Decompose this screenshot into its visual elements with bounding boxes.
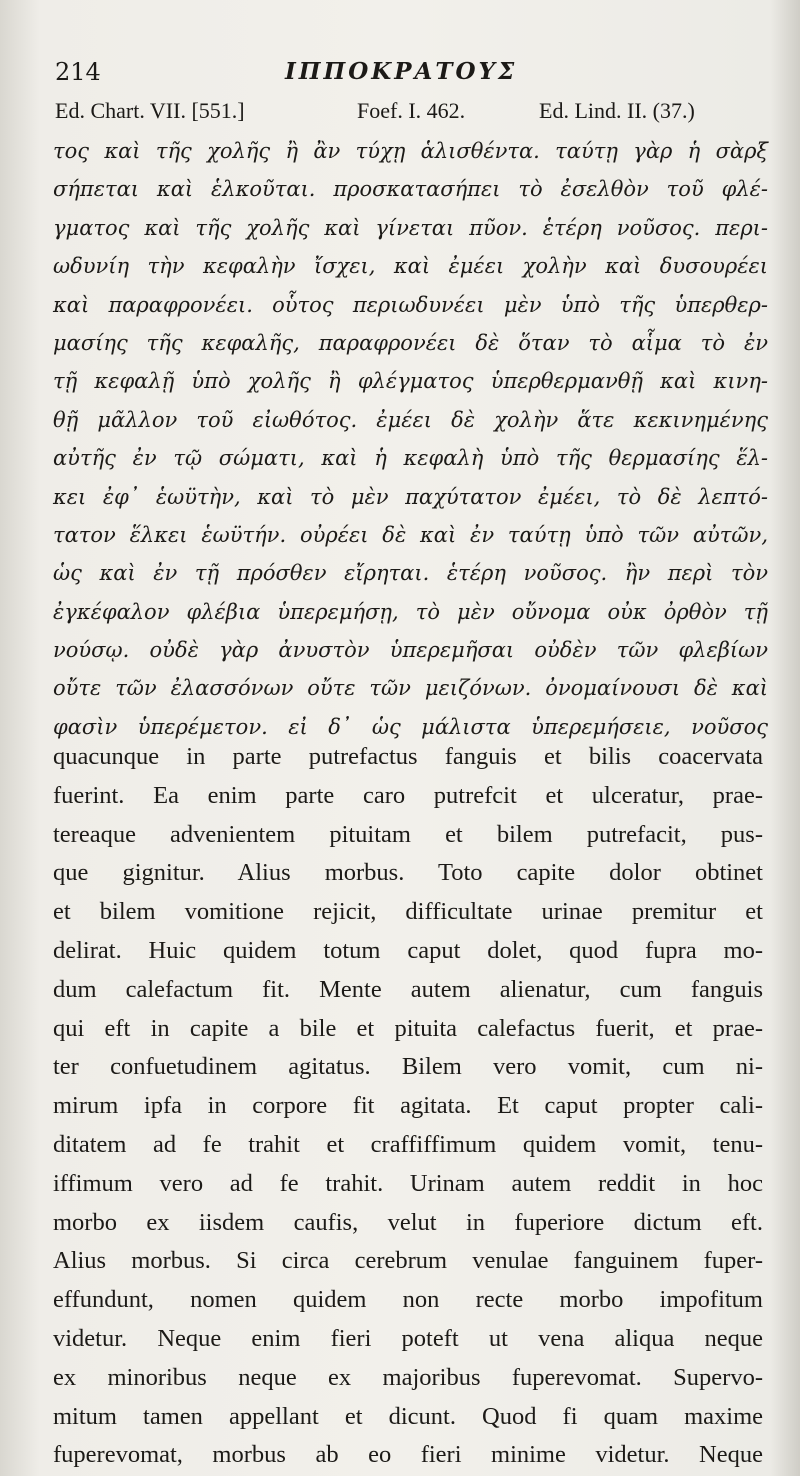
- chartier-edition-reference: Ed. Chart. VII. [551.]: [55, 98, 245, 123]
- latin-text-line: mirum ipfa in corpore fit agitata. Et caput propter cali-: [53, 1092, 763, 1120]
- running-title: ΙΠΠΟΚΡΑΤΟΥΣ: [285, 58, 518, 85]
- greek-text-line: τῇ κεφαλῇ ὑπὸ χολῆς ἢ φλέγματος ὑπερθερμανθῇ καὶ κινη-: [53, 369, 768, 394]
- latin-text-line: tereaque advenientem pituitam et bilem putrefacit, pus-: [53, 820, 763, 848]
- greek-text-line: κει ἐφ᾽ ἑωϋτὴν, καὶ τὸ μὲν παχύτατον ἐμέει, τὸ δὲ λεπτό-: [53, 484, 768, 509]
- latin-text-line: et bilem vomitione rejicit, difficultate urinae premitur et: [53, 898, 763, 926]
- greek-text-line: οὔτε τῶν ἐλασσόνων οὔτε τῶν μειζόνων. ὀνομαίνουσι δὲ καὶ: [53, 676, 768, 701]
- greek-text-block: [53, 132, 768, 746]
- greek-text-line: τος καὶ τῆς χολῆς ἢ ἂν τύχῃ ἁλισθέντα. ταύτῃ γὰρ ἡ σὰρξ: [53, 139, 768, 163]
- edition-references: [55, 98, 775, 130]
- latin-text-block: [53, 738, 763, 1475]
- latin-text-line: qui eft in capite a bile et pituita calefactus fuerit, et prae-: [53, 1014, 763, 1042]
- greek-text-line: καὶ παραφρονέει. οὗτος περιωδυνέει μὲν ὑπὸ τῆς ὑπερθερ-: [53, 292, 768, 317]
- foesius-edition-reference: Foef. I. 462.: [357, 98, 466, 123]
- latin-text-line: morbo ex iisdem caufis, velut in fuperiore dictum eft.: [53, 1208, 763, 1236]
- greek-text-line: αὐτῆς ἐν τῷ σώματι, καὶ ἡ κεφαλὴ ὑπὸ τῆς θερμασίης ἕλ-: [53, 446, 768, 471]
- latin-text-line: Alius morbus. Si circa cerebrum venulae fanguinem fuper-: [53, 1247, 763, 1275]
- greek-text-line: θῇ μᾶλλον τοῦ εἰωθότος. ἐμέει δὲ χολὴν ἅτε κεκινημένης: [53, 407, 768, 432]
- latin-text-line: mitum tamen appellant et dicunt. Quod fi quam maxime: [53, 1402, 763, 1430]
- latin-text-line: dum calefactum fit. Mente autem alienatur, cum fanguis: [53, 975, 763, 1003]
- greek-text-line: ὡς καὶ ἐν τῇ πρόσθεν εἴρηται. ἑτέρη νοῦσος. ἢν περὶ τὸν: [53, 561, 768, 586]
- latin-text-line: que gignitur. Alius morbus. Toto capite dolor obtinet: [53, 859, 763, 887]
- latin-text-line: delirat. Huic quidem totum caput dolet, quod fupra mo-: [53, 936, 763, 964]
- greek-text-line: μασίης τῆς κεφαλῆς, παραφρονέει δὲ ὅταν τὸ αἷμα τὸ ἐν: [53, 330, 768, 355]
- running-head: [55, 58, 755, 94]
- latin-text-line: videtur. Neque enim fieri poteft ut vena aliqua neque: [53, 1324, 763, 1352]
- page-number: 214: [55, 58, 101, 86]
- latin-text-line: ex minoribus neque ex majoribus fuperevomat. Supervo-: [53, 1363, 763, 1391]
- latin-text-line: fuperevomat, morbus ab eo fieri minime videtur. Neque: [53, 1441, 763, 1469]
- greek-text-line: τατον ἕλκει ἑωϋτήν. οὐρέει δὲ καὶ ἐν ταύτῃ ὑπὸ τῶν αὐτῶν,: [53, 522, 768, 547]
- latin-text-line: ter confuetudinem agitatus. Bilem vero vomit, cum ni-: [53, 1053, 763, 1081]
- linden-edition-reference: Ed. Lind. II. (37.): [539, 98, 695, 123]
- latin-text-line: effundunt, nomen quidem non recte morbo impofitum: [53, 1286, 763, 1314]
- latin-text-line: quacunque in parte putrefactus fanguis et bilis coacervata: [53, 743, 763, 770]
- greek-text-line: νούσῳ. οὐδὲ γὰρ ἀνυστὸν ὑπερεμῆσαι οὐδὲν τῶν φλεβίων: [53, 638, 768, 663]
- greek-text-line: γματος καὶ τῆς χολῆς καὶ γίνεται πῦον. ἑτέρη νοῦσος. περι-: [53, 215, 768, 240]
- greek-text-line: ἐγκέφαλον φλέβια ὑπερεμήσῃ, τὸ μὲν οὔνομα οὐκ ὀρθὸν τῇ: [53, 599, 768, 624]
- latin-text-line: ditatem ad fe trahit et craffiffimum quidem vomit, tenu-: [53, 1130, 763, 1158]
- greek-text-line: φασὶν ὑπερέμετον. εἰ δ᾽ ὡς μάλιστα ὑπερεμήσειε, νοῦσος: [53, 714, 768, 739]
- latin-text-line: iffimum vero ad fe trahit. Urinam autem reddit in hoc: [53, 1169, 763, 1197]
- greek-text-line: σήπεται καὶ ἑλκοῦται. προσκατασήπει τὸ ἐσελθὸν τοῦ φλέ-: [53, 177, 768, 202]
- latin-text-line: fuerint. Ea enim parte caro putrefcit et ulceratur, prae-: [53, 781, 763, 809]
- greek-text-line: ωδυνίη τὴν κεφαλὴν ἴσχει, καὶ ἐμέει χολὴν καὶ δυσουρέει: [53, 254, 768, 279]
